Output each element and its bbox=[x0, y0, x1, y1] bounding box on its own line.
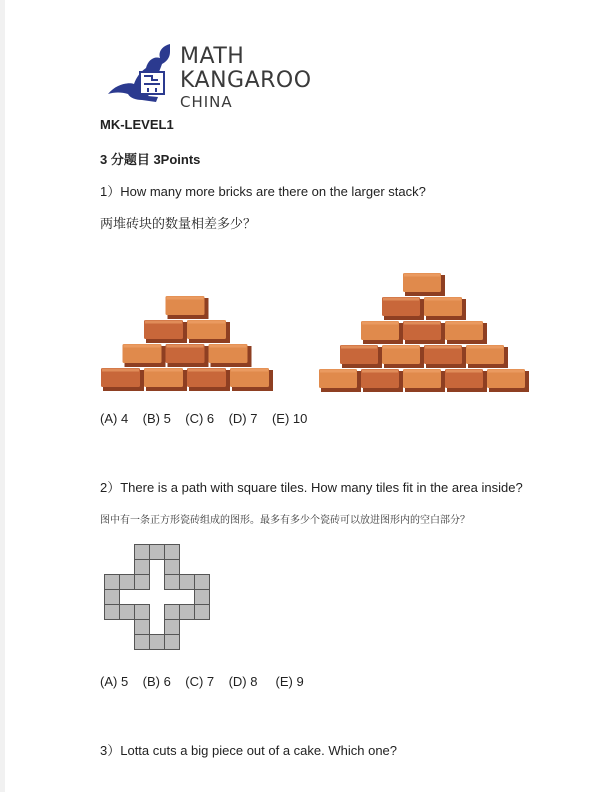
brick bbox=[144, 368, 187, 391]
tile bbox=[150, 635, 165, 650]
option-e: (E) 10 bbox=[271, 411, 308, 426]
kangaroo-logo-icon bbox=[100, 42, 180, 107]
tile bbox=[180, 575, 195, 590]
option-b: (B) 6 bbox=[142, 674, 171, 689]
brick bbox=[445, 369, 487, 392]
question-3-text: 3）Lotta cuts a big piece out of a cake. Which one? bbox=[100, 743, 398, 758]
brick bbox=[230, 368, 273, 391]
option-c: (C) 7 bbox=[185, 674, 215, 689]
tile bbox=[165, 545, 180, 560]
option-d: (D) 8 bbox=[228, 674, 258, 689]
brick-stack-small bbox=[100, 295, 280, 395]
option-c: (C) 6 bbox=[185, 411, 215, 426]
tile bbox=[135, 575, 150, 590]
tile bbox=[105, 575, 120, 590]
brick bbox=[361, 321, 403, 344]
brick bbox=[166, 296, 209, 319]
tile bbox=[135, 605, 150, 620]
question-2-options bbox=[100, 674, 304, 689]
tile bbox=[135, 635, 150, 650]
brick bbox=[361, 369, 403, 392]
brick bbox=[424, 297, 466, 320]
logo-line-1: MATH bbox=[180, 44, 245, 69]
tile bbox=[165, 575, 180, 590]
tile bbox=[195, 605, 210, 620]
tile bbox=[150, 545, 165, 560]
tile-path-figure bbox=[104, 544, 212, 652]
brick bbox=[382, 297, 424, 320]
question-1-text: 1）How many more bricks are there on the larger stack? bbox=[100, 184, 426, 199]
tile bbox=[165, 620, 180, 635]
page-edge bbox=[0, 0, 5, 792]
brick bbox=[340, 345, 382, 368]
logo-wordmark bbox=[180, 46, 312, 110]
level-label: MK-LEVEL1 bbox=[100, 117, 174, 132]
option-d: (D) 7 bbox=[228, 411, 258, 426]
section-heading: 3 分题目 3Points bbox=[100, 152, 201, 167]
option-b: (B) 5 bbox=[142, 411, 171, 426]
tile bbox=[120, 605, 135, 620]
tile bbox=[105, 605, 120, 620]
tile bbox=[165, 635, 180, 650]
brick bbox=[487, 369, 529, 392]
brick bbox=[382, 345, 424, 368]
tile bbox=[135, 545, 150, 560]
tile bbox=[195, 575, 210, 590]
tile bbox=[165, 605, 180, 620]
tile bbox=[135, 560, 150, 575]
brick bbox=[445, 321, 487, 344]
question-1-options bbox=[100, 411, 307, 426]
brick bbox=[101, 368, 144, 391]
tile bbox=[105, 590, 120, 605]
logo-line-3: CHINA bbox=[180, 93, 233, 111]
brick bbox=[144, 320, 187, 343]
brick bbox=[424, 345, 466, 368]
brick bbox=[166, 344, 209, 367]
question-2-text: 2）There is a path with square tiles. How many tiles fit in the area inside? bbox=[100, 480, 523, 495]
option-a: (A) 4 bbox=[100, 411, 129, 426]
brick bbox=[187, 368, 230, 391]
option-a: (A) 5 bbox=[100, 674, 129, 689]
tile bbox=[120, 575, 135, 590]
brick bbox=[123, 344, 166, 367]
question-2-text-cn: 图中有一条正方形瓷砖组成的图形。最多有多少个瓷砖可以放进图形内的空白部分？ bbox=[100, 515, 470, 526]
brick bbox=[319, 369, 361, 392]
tile bbox=[180, 605, 195, 620]
option-e: (E) 9 bbox=[275, 674, 304, 689]
brick bbox=[403, 321, 445, 344]
tile bbox=[195, 590, 210, 605]
brick bbox=[209, 344, 252, 367]
brick-stack-large bbox=[318, 272, 538, 396]
tile bbox=[165, 560, 180, 575]
brick bbox=[187, 320, 230, 343]
logo-line-2: KANGAROO bbox=[180, 68, 312, 93]
brick bbox=[466, 345, 508, 368]
tile bbox=[135, 620, 150, 635]
question-1-text-cn: 两堆砖块的数量相差多少？ bbox=[100, 217, 257, 232]
brick bbox=[403, 273, 445, 296]
brick bbox=[403, 369, 445, 392]
